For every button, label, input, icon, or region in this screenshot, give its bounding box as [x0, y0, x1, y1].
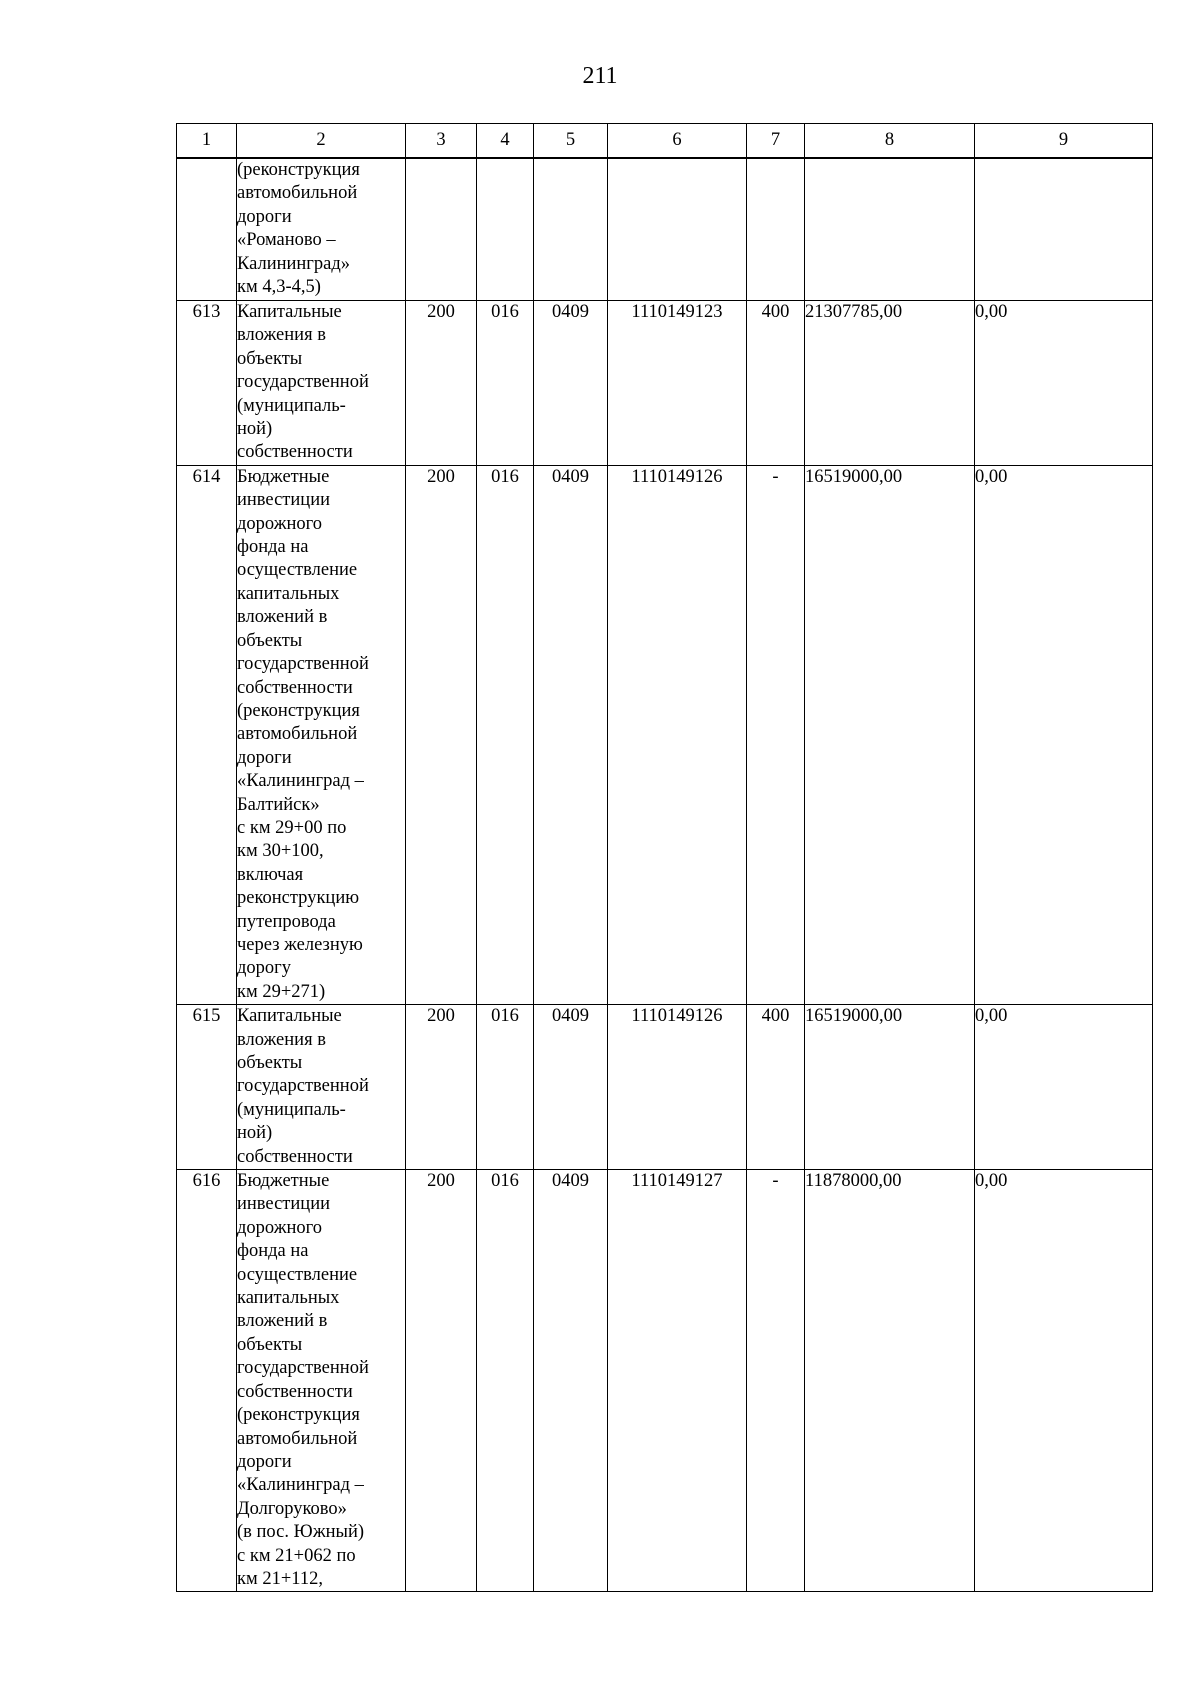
column-9-amount-cell: 0,00	[975, 301, 1153, 466]
column-header-7: 7	[747, 124, 805, 159]
column-6-cell: 1110149126	[608, 1005, 747, 1170]
column-header-8: 8	[805, 124, 975, 159]
row-number-cell: 613	[177, 301, 237, 466]
column-4-cell: 016	[477, 1005, 534, 1170]
column-4-cell: 016	[477, 1170, 534, 1592]
column-4-cell: 016	[477, 301, 534, 466]
column-6-cell	[608, 158, 747, 301]
column-8-amount-cell: 16519000,00	[805, 465, 975, 1004]
column-3-cell: 200	[406, 301, 477, 466]
column-4-cell: 016	[477, 465, 534, 1004]
table-row	[177, 1170, 1153, 1592]
row-name-cell: Бюджетные инвестиции дорожного фонда на осуществление капитальных вложений в объекты государственной собственности (реконструкция автомобильной дороги «Калининград – Балтийск» с км 29+00 по км 30+100, включая реконструкцию путепровода через железную дорогу км 29+271)	[237, 465, 406, 1004]
column-9-amount-cell: 0,00	[975, 1005, 1153, 1170]
column-3-cell: 200	[406, 1170, 477, 1592]
column-7-cell	[747, 158, 805, 301]
table-row	[177, 158, 1153, 301]
column-6-cell: 1110149126	[608, 465, 747, 1004]
column-5-cell: 0409	[534, 301, 608, 466]
column-header-9: 9	[975, 124, 1153, 159]
row-number-cell	[177, 158, 237, 301]
row-name-cell: (реконструкция автомобильной дороги «Романово – Калининград» км 4,3-4,5)	[237, 158, 406, 301]
column-5-cell: 0409	[534, 1170, 608, 1592]
row-name-cell: Бюджетные инвестиции дорожного фонда на осуществление капитальных вложений в объекты государственной собственности (реконструкция автомобильной дороги «Калининград – Долгоруково» (в пос. Южный) с км 21+062 по км 21+112,	[237, 1170, 406, 1592]
row-name-cell: Капитальные вложения в объекты государственной (муниципаль- ной) собственности	[237, 1005, 406, 1170]
column-7-cell: -	[747, 1170, 805, 1592]
column-header-4: 4	[477, 124, 534, 159]
column-7-cell: 400	[747, 301, 805, 466]
column-5-cell: 0409	[534, 1005, 608, 1170]
column-9-amount-cell	[975, 158, 1153, 301]
column-7-cell: -	[747, 465, 805, 1004]
row-name-cell: Капитальные вложения в объекты государственной (муниципаль- ной) собственности	[237, 301, 406, 466]
column-header-6: 6	[608, 124, 747, 159]
column-3-cell: 200	[406, 1005, 477, 1170]
page-number: 211	[582, 63, 618, 89]
row-number-cell: 614	[177, 465, 237, 1004]
budget-table	[176, 123, 1153, 1592]
row-number-cell: 616	[177, 1170, 237, 1592]
column-3-cell: 200	[406, 465, 477, 1004]
row-number-cell: 615	[177, 1005, 237, 1170]
column-4-cell	[477, 158, 534, 301]
column-6-cell: 1110149123	[608, 301, 747, 466]
table-row	[177, 1005, 1153, 1170]
column-3-cell	[406, 158, 477, 301]
column-8-amount-cell: 16519000,00	[805, 1005, 975, 1170]
column-8-amount-cell: 21307785,00	[805, 301, 975, 466]
column-5-cell	[534, 158, 608, 301]
column-9-amount-cell: 0,00	[975, 465, 1153, 1004]
column-6-cell: 1110149127	[608, 1170, 747, 1592]
table-header-row	[177, 124, 1153, 159]
table-row	[177, 465, 1153, 1004]
column-5-cell: 0409	[534, 465, 608, 1004]
column-9-amount-cell: 0,00	[975, 1170, 1153, 1592]
column-7-cell: 400	[747, 1005, 805, 1170]
column-header-2: 2	[237, 124, 406, 159]
column-8-amount-cell: 11878000,00	[805, 1170, 975, 1592]
column-8-amount-cell	[805, 158, 975, 301]
column-header-3: 3	[406, 124, 477, 159]
column-header-1: 1	[177, 124, 237, 159]
table-row	[177, 301, 1153, 466]
column-header-5: 5	[534, 124, 608, 159]
